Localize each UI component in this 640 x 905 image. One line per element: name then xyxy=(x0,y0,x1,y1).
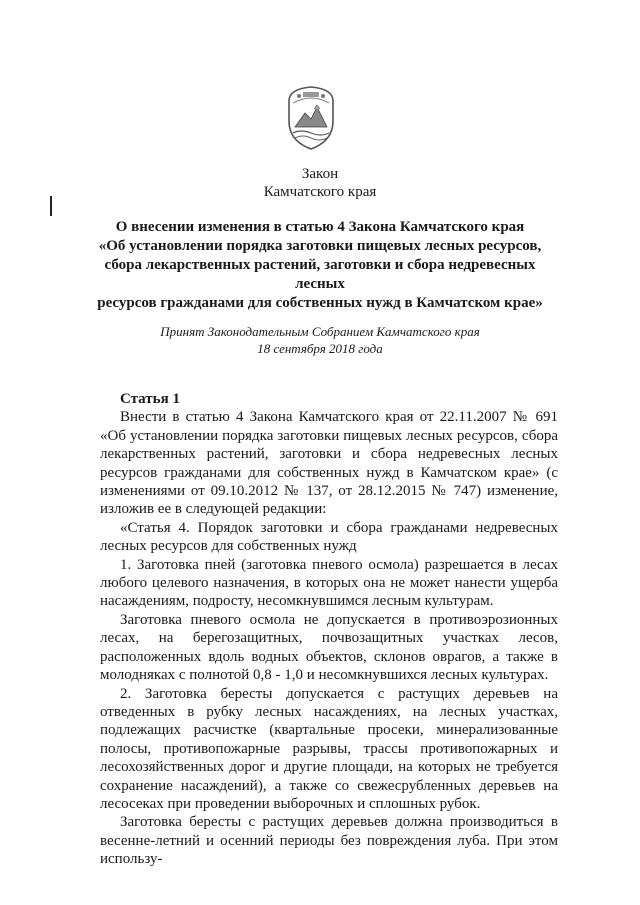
law-title xyxy=(80,165,560,201)
amendment-title xyxy=(80,218,560,313)
adoption-date: 18 сентября 2018 года xyxy=(257,341,383,356)
article-1 xyxy=(100,390,558,869)
article-heading: Статья 1 xyxy=(120,391,180,407)
paragraph-3: 2. Заготовка бересты допускается с растущих деревьев на отведенных в рубку лесных насаждениях, на лесных участках, подлежащих расчистке (квартальные просеки, минерализованные полосы, противопожарные разрывы, трассы противопожарных и лесохозяйственных дорог и другие площади, на которых не требуется сохранение насаждений), а также со свежесрубленных деревьев на лесосеках при проведении выборочных и сплошных рубок. xyxy=(100,685,558,812)
paragraph-2: Заготовка пневого осмола не допускается в противоэрозионных лесах, на берегозащитных, почвозащитных участках лесов, расположенных вдоль водных объектов, склонов оврагов, а также в молодняках с полнотой 0,8 - 1,0 и несомкнувшихся лесных культурах. xyxy=(100,611,558,684)
adoption-note xyxy=(80,323,560,357)
law-title-line-2: Камчатского края xyxy=(263,184,377,200)
law-title-line-1: Закон xyxy=(301,166,339,182)
adoption-note-line-1: Принят Законодательным Собранием Камчатского края xyxy=(160,324,480,339)
paragraph-1: 1. Заготовка пней (заготовка пневого осмола) разрешается в лесах любого целевого назначения, в которых она не может нанести ущерба насаждениям, подросту, несомкнувшимся лесным культурам. xyxy=(100,556,558,610)
amendment-title-line-1: О внесении изменения в статью 4 Закона Камчатского края xyxy=(115,219,525,235)
paragraph-4: Заготовка бересты с растущих деревьев должна производиться в весенне-летний и осенний периоды без повреждения луба. При этом использу- xyxy=(100,814,558,868)
margin-mark xyxy=(50,196,52,216)
article-intro: Внести в статью 4 Закона Камчатского края от 22.11.2007 № 691 «Об установлении порядка заготовки пищевых лесных ресурсов, сбора лекарственных растений, заготовки и сбора недревесных лесных ресурсов гражданами для собственных нужд в Камчатском крае» (с изменениями от 09.10.2012 № 137, от 28.12.2015 № 747) изменение, изложив ее в следующей редакции: xyxy=(100,409,558,518)
amendment-title-line-4: ресурсов гражданами для собственных нужд в Камчатском крае» xyxy=(97,295,543,311)
quoted-article-heading: «Статья 4. Порядок заготовки и сбора гражданами недревесных лесных ресурсов для собственных нужд xyxy=(100,519,558,555)
amendment-title-line-2: «Об установлении порядка заготовки пищевых лесных ресурсов, xyxy=(98,238,542,254)
coat-of-arms-icon xyxy=(283,83,339,151)
amendment-title-line-3: сбора лекарственных растений, заготовки и сбора недревесных лесных xyxy=(104,257,536,292)
